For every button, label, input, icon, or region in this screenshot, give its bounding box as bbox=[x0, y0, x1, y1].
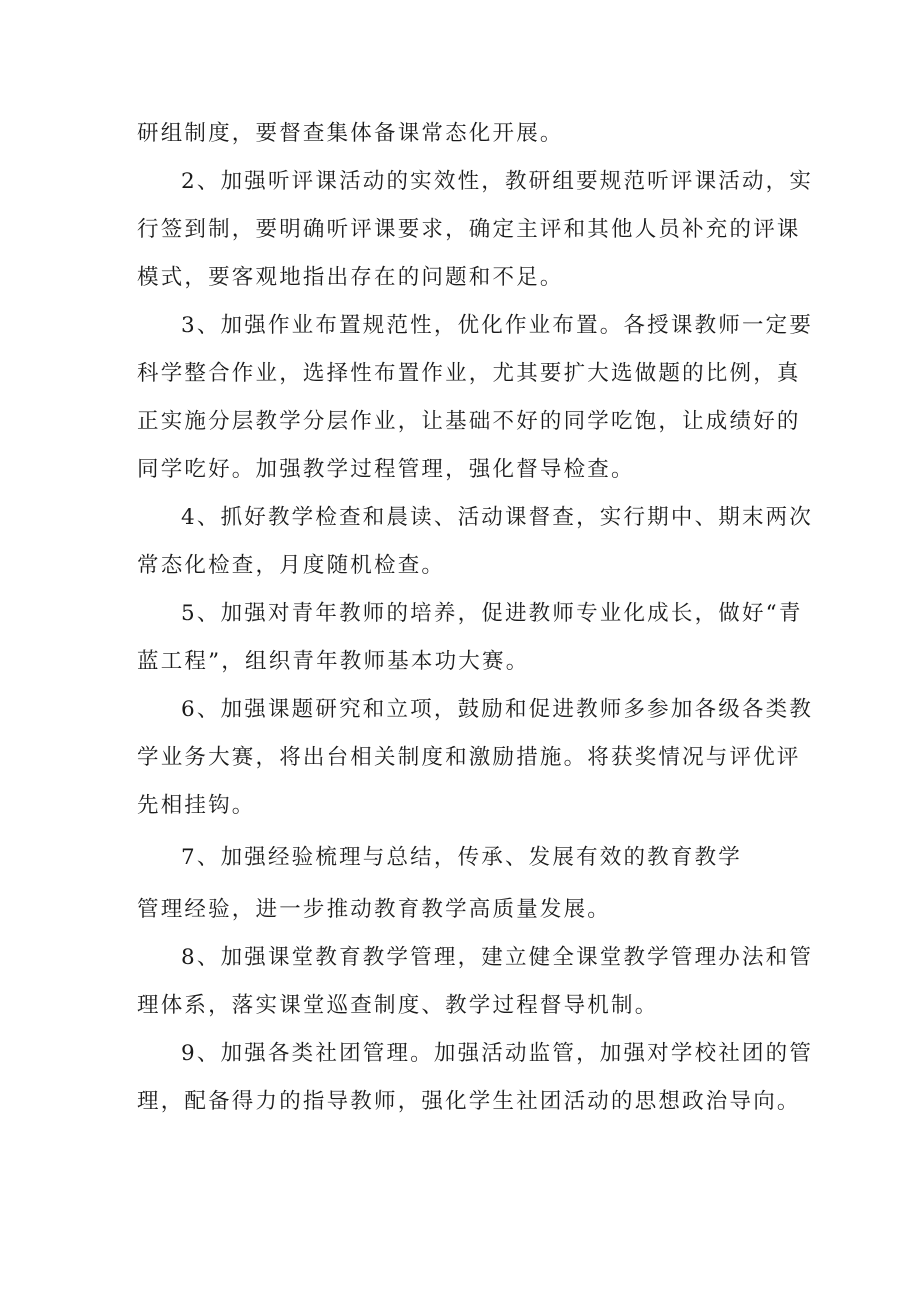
text-line: 管理经验，进一步推动教育教学高质量发展。 bbox=[137, 897, 612, 922]
text-line: 先相挂钩。 bbox=[137, 793, 256, 818]
paragraph-item-9 bbox=[137, 1030, 814, 1126]
paragraph-item-5 bbox=[137, 590, 803, 686]
text-line: 2、加强听评课活动的实效性，教研组要规范听评课活动，实 bbox=[181, 169, 814, 194]
text-line: 理体系，落实课堂巡查制度、教学过程督导机制。 bbox=[137, 993, 659, 1018]
paragraph-continuation bbox=[137, 110, 792, 158]
text-line: 理，配备得力的指导教师，强化学生社团活动的思想政治导向。 bbox=[137, 1089, 801, 1114]
text-line: 4、抓好教学检查和晨读、活动课督查，实行期中、期末两次 bbox=[181, 505, 814, 530]
text-line: 7、加强经验梳理与总结，传承、发展有效的教育教学 bbox=[181, 845, 742, 870]
paragraph-item-3 bbox=[137, 302, 814, 494]
text-line: 正实施分层教学分层作业，让基础不好的同学吃饱，让成绩好的 bbox=[137, 409, 801, 434]
text-line: 6、加强课题研究和立项，鼓励和促进教师多参加各级各类教 bbox=[181, 697, 814, 722]
text-line: 同学吃好。加强教学过程管理，强化督导检查。 bbox=[137, 457, 635, 482]
paragraph-item-8 bbox=[137, 934, 814, 1030]
text-line: 5、加强对青年教师的培养，促进教师专业化成长，做好“青 bbox=[181, 601, 803, 626]
text-line: 行签到制，要明确听评课要求，确定主评和其他人员补充的评课 bbox=[137, 217, 801, 242]
text-line: 研组制度，要督查集体备课常态化开展。 bbox=[137, 121, 564, 146]
text-line: 8、加强课堂教育教学管理，建立健全课堂教学管理办法和管 bbox=[181, 945, 814, 970]
text-line: 3、加强作业布置规范性，优化作业布置。各授课教师一定要 bbox=[181, 313, 814, 338]
text-line: 科学整合作业，选择性布置作业，尤其要扩大选做题的比例，真 bbox=[137, 361, 801, 386]
text-line: 模式，要客观地指出存在的问题和不足。 bbox=[137, 265, 564, 290]
paragraph-item-7 bbox=[137, 830, 792, 934]
text-line: 常态化检查，月度随机检查。 bbox=[137, 553, 446, 578]
text-line: 9、加强各类社团管理。加强活动监管，加强对学校社团的管 bbox=[181, 1041, 814, 1066]
paragraph-item-6 bbox=[137, 686, 814, 830]
paragraph-item-2 bbox=[137, 158, 814, 302]
text-line: 蓝工程”，组织青年教师基本功大赛。 bbox=[137, 649, 530, 674]
text-line: 学业务大赛，将出台相关制度和激励措施。将获奖情况与评优评 bbox=[137, 745, 801, 770]
paragraph-item-4 bbox=[137, 494, 814, 590]
